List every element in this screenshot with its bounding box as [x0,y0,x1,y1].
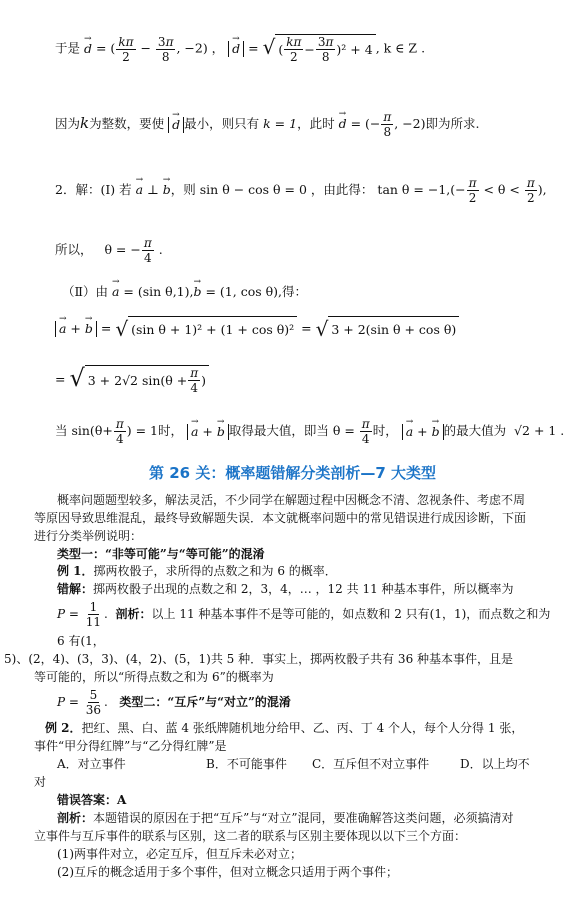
text: （Ⅱ）由 [62,284,108,299]
formula-line-6: → a + → b = √ (sin θ + 1)² + (1 + cos θ)² = √ 3 + 2(sin θ + cos θ) [55,316,459,342]
example-text: 把红、黑、白、蓝 4 张纸牌随机地分给甲、乙、丙、丁 4 个人，每个人分得 1 张， [81,721,524,735]
analysis-text: 以上 11 种基本事件不是等可能的，如点数和 2 只有(1，1)，而点数之和为 [151,607,551,621]
vector-d: → d [84,40,92,58]
section-title: 第 26 关：概率题错解分类剖析—7 大类型 [149,464,436,482]
intro-line-3: 进行分类举例说明： [34,529,143,543]
fraction-num: 5 [89,688,98,702]
type1-heading: 类型一：“非等可能”与“等可能”的混淆 [57,547,265,561]
example-label: 例 1． [57,564,94,578]
text: 所以， [55,242,93,257]
text: , k ∈ Z . [375,40,426,56]
analysis-1: P = $\frac{1}{11}$ . 剖析：以上 11 种基本事件不是等可能的，如点数和 2 只有(1，1)，而点数之和为 [57,600,551,629]
analysis-2 [57,809,514,827]
wrong-answer-label: 错误答案： [57,793,118,807]
wrong-answer [57,791,126,809]
abs-d: → d [228,41,244,57]
result-and-type2: P = $\frac{5}{36}$ . 类型二：“互斥”与“对立”的混淆 [57,688,291,717]
text: 于是 [55,40,81,56]
fraction-num: 1 [89,600,98,614]
intro-line-1: 概率问题题型较多，解法灵活，不少同学在解题过程中因概念不清、忽视条件、考虑不周 [57,493,526,507]
point-1: (1)两事件对立，必定互斥，但互斥未必对立； [57,847,302,861]
formula-line-3: 2．解：(Ⅰ) 若 → a ⊥ → b，则 sin θ − cos θ = 0 ，由此得： tan θ = −1,(− $\frac{\pi}{2}$ < θ < $\frac{\pi}{2}$ ), [55,176,547,205]
text: ，则 sin θ − cos θ = 0 ，由此得： [170,182,374,197]
wrong-label: 错解： [57,582,94,596]
text: 取得最大值，即当 θ = [228,423,355,438]
formula-line-5: （Ⅱ）由 → a = (sin θ,1),→ b = (1, cos θ),得： [62,283,307,301]
text: 最小，则只有 [184,116,260,131]
analysis-2-cont: 立事件与互斥事件的联系与区别，这二者的联系与区别主要体现以以下三个方面： [34,829,467,843]
type2-heading: 类型二：“互斥”与“对立”的混淆 [119,695,291,709]
vector-d: → d [339,115,347,133]
formula-line-2: 因为k为整数，要使 → d 最小，则只有 k = 1，此时 → d = (− $\frac{\pi}{8}$ , −2)即为所求. [55,110,480,139]
example2-cont: 事件“甲分得红牌”与“乙分得红牌”是 [34,739,227,753]
option-d: D．以上均不 [460,757,530,771]
option-b: B．不可能事件 [206,757,287,771]
analysis-1-cont3: 等可能的，所以“所得点数之和为 6”的概率为 [34,670,274,684]
text: 即为所求. [425,116,480,131]
text: tan θ = −1,(− [377,182,466,197]
text: √2 + 1 . [514,423,565,438]
example-label: 例 2． [45,721,82,735]
text: k = 1 [263,116,298,131]
option-c: C．互斥但不对立事件 [312,757,430,771]
analysis-text: 本题错误的原因在于把“互斥”与“对立”混同，要准确解答这类问题，必须搞清对 [93,811,514,825]
formula-line-1: 于是 → d = ( $\frac{k\pi}{2}$ − $\frac{3\pi}{8}$ , −2) ， → d = √ ( $\frac{k\pi}{2}$ − $\frac{3\pi}{8}$ )² + 4 , k ∈ Z . [55,34,425,64]
analysis-label: 剖析： [115,607,152,621]
example-text: 掷两枚骰子，求所得的点数之和为 6 的概率． [93,564,337,578]
text: = (sin θ,1), [123,284,194,299]
text: 因为 [55,116,81,131]
wrong-text: 掷两枚骰子出现的点数之和 2，3，4，… ，12 共 11 种基本事件，所以概率为 [93,582,514,596]
text: ) = 1时， [126,423,183,438]
example1 [57,562,337,580]
fraction: $\frac{k\pi}{2}$ [118,34,134,64]
fraction-den: 11 [85,615,102,629]
analysis-1-cont2: 5)、(2，4)、(3，3)、(4，2)、(5，1)共 5 种．事实上，掷两枚骰子共有 36 种基本事件，且是 [4,652,514,666]
point-2: (2)互斥的概念适用于多个事件，但对立概念只适用于两个事件； [57,865,399,879]
text: ，此时 [297,116,335,131]
text: 为整数，要使 [89,116,165,131]
formula-line-8: 当 sin(θ+ $\frac{\pi}{4}$ ) = 1时， → a + → b 取得最大值，即当 θ = $\frac{\pi}{4}$ 时， → a + → b 的最大值为 √2 + 1 . [55,417,564,446]
wrong-solution-1 [57,580,514,598]
formula-line-4: 所以， θ = − $\frac{\pi}{4}$ . [55,236,163,265]
text: k [80,114,90,132]
example2 [45,719,523,737]
text: 时， [372,423,398,438]
text: = (1, cos θ),得： [205,284,307,299]
text: θ = − [104,242,141,257]
fraction: $\frac{3\pi}{8}$ [157,34,174,64]
intro-line-2: 等原因导致思维混乱，最终导致解题失误．本文就概率问题中的常见错误进行成因诊断，下面 [34,511,527,525]
text: 当 sin(θ+ [55,423,113,438]
analysis-1-cont: 6 有(1， [57,634,105,648]
sqrt: √ ( $\frac{k\pi}{2}$ − $\frac{3\pi}{8}$ )² + 4 [263,34,376,64]
fraction-den: 36 [85,703,102,717]
text: 2．解：(Ⅰ) 若 [55,182,132,197]
option-a: A．对立事件 [57,757,126,771]
option-d-cont: 对 [34,775,47,789]
abs-d: → d [168,117,184,133]
formula-line-7: = √ 3 + 2√2 sin(θ + $\frac{\pi}{4}$ ) [55,365,209,395]
fraction: $\frac{\pi}{8}$ [383,110,392,139]
wrong-answer-value: A [117,793,127,807]
text: 的最大值为 [443,423,507,438]
analysis-label: 剖析： [57,811,94,825]
